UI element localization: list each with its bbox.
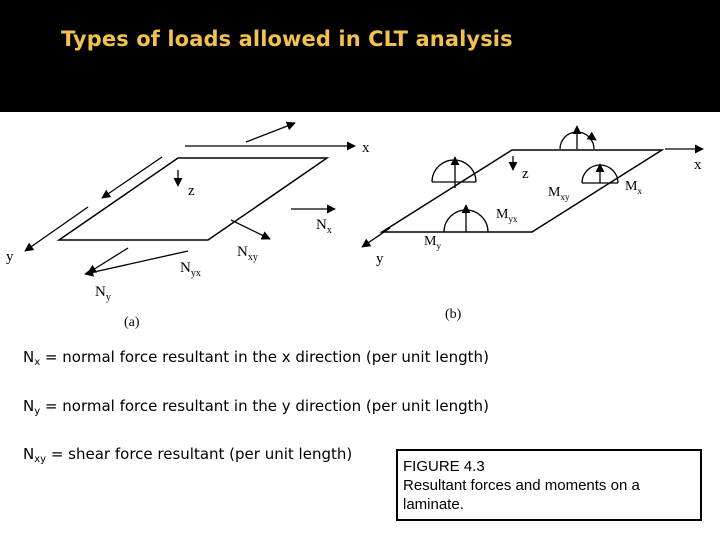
nyx-arrow-top	[246, 123, 295, 142]
nx-label: $N_x$	[316, 217, 332, 236]
definition-ny: $N_y$ = normal force resultant in the y direction (per unit length)	[23, 397, 489, 417]
ny-arrow-back	[102, 157, 162, 198]
panel-b	[362, 126, 703, 322]
x-axis-label-b: x	[694, 157, 702, 173]
panel-a	[6, 123, 370, 330]
y-axis-label-b: y	[376, 251, 384, 267]
y-axis-label-a: y	[6, 249, 14, 265]
laminate-plate-a	[59, 158, 327, 240]
z-axis-label-b: z	[522, 166, 529, 182]
mxy-moment-symbol	[582, 164, 618, 183]
nyx-arrow-bottom	[85, 251, 188, 274]
ny-label: $N_y$	[95, 284, 111, 303]
caption-line-2: Resultant forces and moments on a	[403, 477, 640, 494]
nxy-arrow	[231, 220, 270, 239]
panel-b-label: (b)	[445, 307, 462, 322]
my-label: $M_y$	[424, 234, 441, 251]
x-axis-label-a: x	[362, 140, 370, 156]
panel-a-label: (a)	[124, 315, 140, 330]
mx-label: $M_x$	[625, 179, 642, 196]
mxy-label: $M_{xy}$	[548, 185, 570, 202]
laminate-figure	[0, 112, 720, 337]
y-axis-arrow-a	[25, 207, 88, 251]
y-axis-arrow-b	[362, 228, 390, 247]
moment-symbol-left	[432, 157, 476, 188]
definition-nx: $N_x$ = normal force resultant in the x direction (per unit length)	[23, 348, 489, 368]
nyx-label: $N_{yx}$	[180, 260, 201, 279]
figure-caption	[396, 449, 702, 521]
nxy-label: $N_{xy}$	[237, 244, 258, 263]
caption-line-1: FIGURE 4.3	[403, 458, 485, 475]
definition-nxy: $N_{xy}$ = shear force resultant (per unit length)	[23, 445, 353, 465]
title-bar	[0, 0, 720, 112]
laminate-plate-b	[382, 150, 662, 232]
myx-label: $M_{yx}$	[496, 207, 518, 224]
myx-moment-symbol	[444, 205, 488, 232]
slide-title: Types of loads allowed in CLT analysis	[61, 27, 513, 51]
caption-line-3: laminate.	[403, 496, 464, 513]
moment-symbol-top	[560, 126, 596, 149]
z-axis-label-a: z	[188, 183, 195, 199]
